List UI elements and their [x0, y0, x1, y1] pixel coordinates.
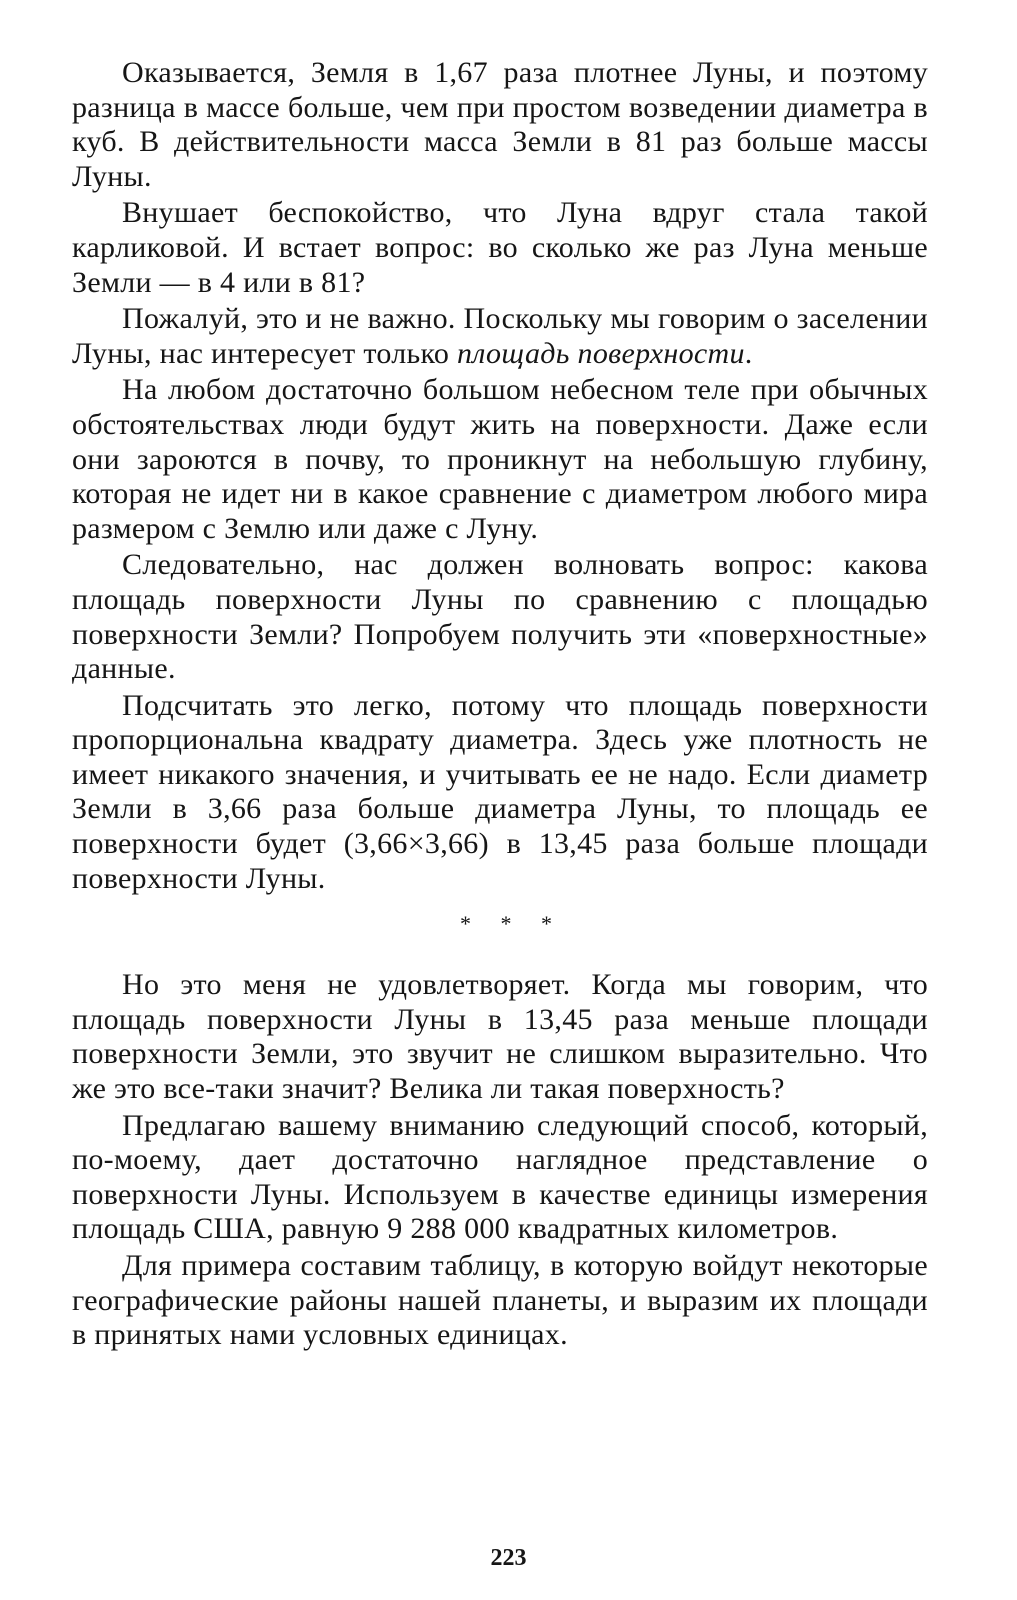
- paragraph: Оказывается, Земля в 1,67 раза плотнее Луны, и поэтому разница в массе больше, чем при простом возведении диаметра в куб. В действительности масса Земли в 81 раз больше массы Луны.: [72, 56, 928, 193]
- paragraph-text: Пожалуй, это и не важно. Поскольку мы говорим о заселении Луны, нас интересует только: [72, 302, 928, 370]
- section-divider: * * *: [460, 911, 564, 937]
- page-body: [72, 56, 928, 1355]
- paragraph: На любом достаточно большом небесном теле при обычных обстоятельствах люди будут жить на поверхности. Даже если они зароются в почву, то проникнут на небольшую глубину, которая не идет ни в какое сравнение с диаметром любого мира размером с Землю или даже с Луну.: [72, 373, 928, 545]
- paragraph: Но это меня не удовлетворяет. Когда мы говорим, что площадь поверхности Луны в 13,45 раза меньше площади поверхности Земли, это звучит не слишком выразительно. Что же это все-таки значит? Велика ли такая поверхность?: [72, 968, 928, 1106]
- paragraph: [72, 302, 928, 371]
- paragraph-text: .: [744, 336, 753, 370]
- paragraph: Предлагаю вашему вниманию следующий способ, который, по-моему, дает достаточно наглядное представление о поверхности Луны. Используем в качестве единицы измерения площадь США, равную 9 288 000 квадратных километров.: [72, 1108, 928, 1246]
- paragraph: Внушает беспокойство, что Луна вдруг стала такой карликовой. И встает вопрос: во сколько же раз Луна меньше Земли — в 4 или в 81?: [72, 196, 928, 299]
- page-number: 223: [490, 1545, 527, 1571]
- paragraph: Следовательно, нас должен волновать вопрос: какова площадь поверхности Луны по сравнению с площадью поверхности Земли? Попробуем получить эти «поверхностные» данные.: [72, 548, 928, 686]
- emphasized-text: площадь поверхности: [456, 336, 745, 370]
- paragraph: Для примера составим таблицу, в которую войдут некоторые географические районы нашей планеты, и выразим их площади в принятых нами условных единицах.: [72, 1249, 928, 1352]
- paragraph: Подсчитать это легко, потому что площадь поверхности пропорциональна квадрату диаметра. Здесь уже плотность не имеет никакого значения, и учитывать ее не надо. Если диаметр Земли в 3,66 раза больше диаметра Луны, то площадь ее поверхности будет (3,66×3,66) в 13,45 раза больше площади поверхности Луны.: [72, 688, 928, 895]
